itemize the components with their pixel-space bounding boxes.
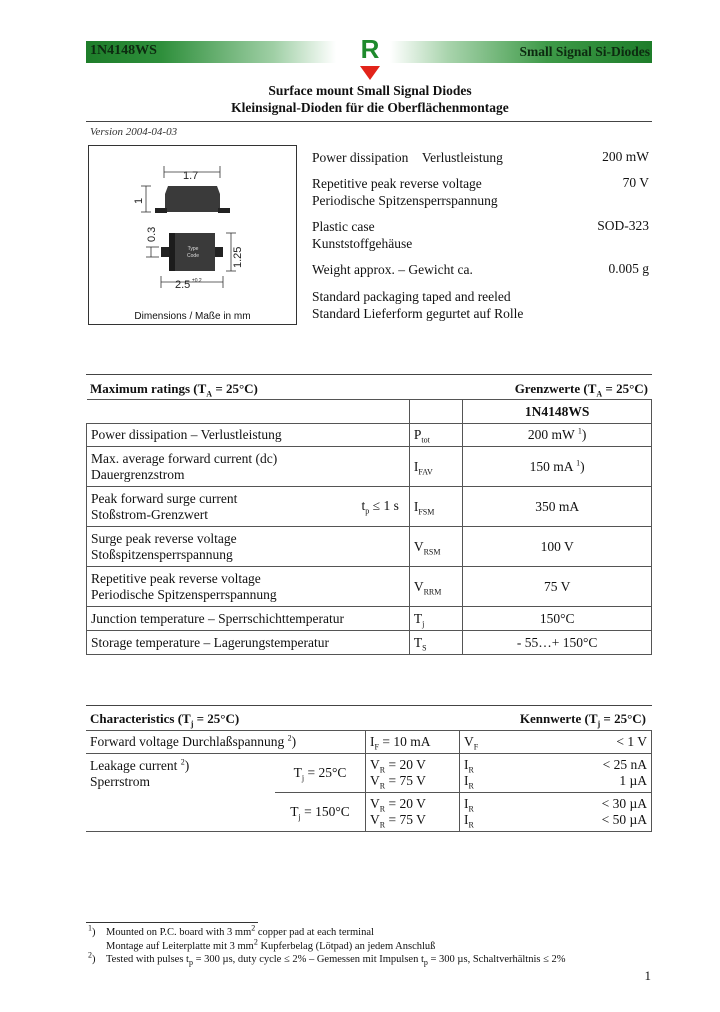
param-label: Repetitive peak reverse voltage [91, 570, 261, 586]
spec-packaging-de: Standard Lieferform gegurtet auf Rolle [312, 306, 524, 321]
max-ratings-rule [86, 374, 652, 375]
body-label-code: Code [187, 253, 199, 259]
footnote-rule [86, 922, 258, 923]
param-label: Max. average forward current (dc) [91, 450, 278, 466]
dim-total-tolerance: ±0.2 [192, 278, 202, 284]
table-row: Max. average forward current (dc) Dauergrenzstrom $I_{FAV}$ 150 mA $^1$) [87, 447, 652, 487]
table-row: Junction temperature – Sperrschichttemperatur $T_j$ 150°C [87, 607, 652, 631]
column-header-part: 1N4148WS [463, 400, 652, 424]
title-german: Kleinsignal-Dioden für die Oberflächenmontage [231, 100, 509, 115]
dimension-drawing [88, 145, 297, 325]
leakage-temp-25: $T_j = 25^\circ C$ [275, 754, 366, 793]
table-row: Power dissipation – Verlustleistung $P_{tot}$ 200 mW $^1$) [87, 424, 652, 447]
spec-power-de: Verlustleistung [421, 150, 503, 165]
spec-vrrm-label [312, 175, 498, 209]
spec-power-en: Power dissipation [312, 150, 409, 165]
dim-height-top: 1 [133, 197, 145, 204]
package-outline-drawing [89, 146, 296, 306]
spec-weight-label: Weight approx. – Gewicht ca. [312, 262, 473, 277]
param-condition: $t_p \le 1$ s [361, 498, 399, 516]
leakage-temp-150: $T_j = 150^\circ C$ [275, 793, 366, 832]
logo-triangle-icon [360, 66, 380, 80]
param-label: Storage temperature – Lagerungstemperatur [87, 631, 410, 655]
spec-packaging-en: Standard packaging taped and reeled [312, 289, 511, 304]
page-number: 1 [644, 968, 651, 983]
leakage-label: Leakage current $^2$) Sperrstrom [86, 754, 275, 832]
table-row [86, 731, 652, 754]
title-rule [86, 121, 652, 122]
dim-body: 1.25 [232, 246, 244, 268]
param-label-de: Stoßstrom-Grenzwert [91, 506, 208, 522]
footnote-2: Tested with pulses $t_p = 300$ µs, duty cycle ≤ 2% – Gemessen mit Impulsen $t_p = 300$ µs, Schaltverhältnis ≤ 2% [106, 954, 566, 968]
table-row: Repetitive peak reverse voltage Periodische Spitzensperrspannung $V_{RRM}$ 75 V [87, 567, 652, 607]
spec-weight-value: 0.005 g [608, 261, 649, 276]
footnote-2-mark: $^2$) [88, 950, 96, 965]
table-row: Surge peak reverse voltage Stoßspitzensperrspannung $V_{RSM}$ 100 V [87, 527, 652, 567]
characteristics-heading: Characteristics $(T_j = 25^\circ C)$ [90, 711, 240, 729]
param-label-de: Periodische Spitzensperrspannung [91, 586, 277, 602]
characteristics-table [86, 730, 652, 832]
version-text: Version 2004-04-03 [90, 126, 178, 138]
max-ratings-table [86, 399, 652, 655]
dim-width-top: 1.7 [183, 170, 199, 182]
param-label: Power dissipation – Verlustleistung [91, 427, 282, 442]
brand-logo-icon: R [360, 34, 380, 64]
forward-condition: $I_F = 10$ mA [366, 731, 460, 754]
forward-symbol: $V_F$ [460, 731, 505, 754]
kennwerte-heading: Kennwerte $(T_j = 25^\circ C)$ [519, 711, 646, 729]
footnote-1-mark: $^1$) [88, 923, 96, 938]
title-english: Surface mount Small Signal Diodes [268, 83, 472, 98]
grenzwerte-heading: Grenzwerte $(T_A = 25^\circ C)$ [514, 381, 648, 399]
leakage-value: < 30 µA [601, 796, 647, 811]
param-label: Junction temperature – Sperrschichttemperatur [87, 607, 410, 631]
spec-packaging [312, 288, 523, 322]
param-label: Peak forward surge current [91, 490, 238, 506]
spec-power-label [312, 149, 503, 166]
characteristics-rule [86, 705, 652, 706]
max-ratings-heading: Maximum ratings $(T_A = 25^\circ C)$ [90, 381, 258, 399]
table-row: $T_j = 150^\circ C$ $V_R = 20$ V $V_R = 75$ V $I_R$ $I_R$ < 30 µA < 50 µA [86, 793, 652, 832]
spec-vrrm-de: Periodische Spitzensperrspannung [312, 193, 498, 208]
dim-total: 2.5 [175, 279, 191, 291]
dimension-caption: Dimensions / Maße in mm [134, 311, 251, 322]
leakage-value: < 50 µA [601, 812, 647, 827]
spec-power-value: 200 mW [602, 149, 649, 164]
forward-value: < 1 V [504, 731, 652, 754]
spec-case-label [312, 218, 412, 252]
param-label-de: Dauergrenzstrom [91, 466, 185, 482]
spec-case-de: Kunststoffgehäuse [312, 236, 413, 251]
spec-case-en: Plastic case [312, 219, 375, 234]
part-number: 1N4148WS [90, 43, 157, 58]
spec-vrrm-value: 70 V [622, 175, 649, 190]
table-row: Leakage current $^2$) Sperrstrom $T_j = 25^\circ C$ $V_R = 20$ V $V_R = 75$ V $I_R$ $I_R$ < 25 nA 1 µA [86, 754, 652, 793]
leakage-value: < 25 nA [602, 757, 647, 772]
dim-lead: 0.3 [146, 226, 158, 242]
table-row: Storage temperature – Lagerungstemperatur $T_S$ - 55…+ 150°C [87, 631, 652, 655]
table-row: Peak forward surge current Stoßstrom-Grenzwert $t_p \le 1$ s $I_{FSM}$ 350 mA [87, 487, 652, 527]
spec-vrrm-en: Repetitive peak reverse voltage [312, 176, 482, 191]
footnote-1: Mounted on P.C. board with 3 $mm^2$ copper pad at each terminal Montage auf Leiterplatte mit 3 $mm^2$ Kupferbelag (Lötpad) an jedem Anschluß [106, 923, 436, 952]
param-label: Surge peak reverse voltage [91, 530, 237, 546]
leakage-value: 1 µA [619, 773, 647, 788]
forward-voltage-label: Forward voltage Durchlaßspannung $^2$) [86, 731, 366, 754]
param-label-de: Stoßspitzensperrspannung [91, 546, 233, 562]
table-row [87, 400, 652, 424]
spec-case-value: SOD-323 [597, 218, 649, 233]
product-family: Small Signal Si-Diodes [519, 44, 650, 59]
body-label-type: Type [187, 246, 199, 252]
